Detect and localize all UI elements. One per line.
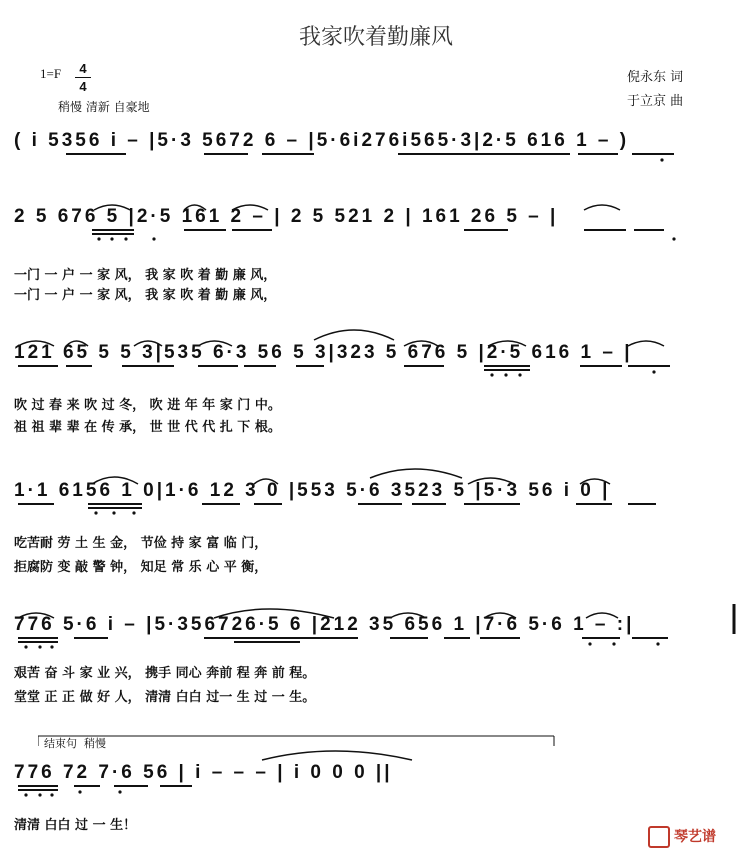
notation-line: 776 72 7·6 56 | i – – – | i 0 0 0 || [14, 762, 393, 783]
score-system-4 [14, 480, 738, 576]
key-signature: 1=F [40, 66, 62, 81]
rhythm-marks [14, 130, 738, 170]
score-system-3 [14, 342, 738, 438]
lyricist-credit: 倪永东 词 [627, 70, 684, 85]
composer-credit: 于立京 曲 [627, 94, 684, 109]
watermark-logo [648, 826, 748, 852]
rhythm-marks [14, 480, 738, 520]
rhythm-marks [14, 614, 738, 654]
lyric-line-1: 艰苦 奋 斗 家 业 兴， 携手 同心 奔前 程 奔 前 程。 [14, 666, 316, 681]
time-signature [75, 60, 91, 95]
rhythm-marks [14, 206, 738, 246]
lyric-line-2: 堂堂 正 正 做 好 人， 清清 白白 过一 生 过 一 生。 [14, 690, 316, 705]
lyric-line-2: 一门 一 户 一 家 风， 我 家 吹 着 勤 廉 风， [14, 288, 277, 303]
notation-line: ( i 5356 i – |5·3 5672 6 – |5·6i276i565·3|2·5 616 1 – ) [14, 130, 630, 151]
notation-line: 2 5 676 5 |2·5 161 2 – | 2 5 521 2 | 161 26 5 – | [14, 206, 559, 227]
score-system-1 [14, 130, 738, 170]
notation-line: 121 65 5 5 3|535 6·3 56 5 3|323 5 676 5 |2·5 616 1 – | [14, 342, 633, 363]
lyric-line-1: 吹 过 春 来 吹 过 冬， 吹 进 年 年 家 门 中。 [14, 398, 281, 413]
volta-bracket [38, 734, 558, 748]
score-system-6 [14, 762, 738, 838]
score-system-2 [14, 206, 738, 302]
volta-label: 结束句 稍慢 [44, 737, 106, 750]
volta-line [38, 734, 558, 748]
notation-line: 776 5·6 i – |5·356726·5 6 |212 35 656 1 |7·6 5·6 1 – :| [14, 614, 635, 635]
time-signature-top: 4 [79, 61, 87, 76]
rhythm-marks [14, 762, 738, 802]
lyric-line-2: 祖 祖 辈 辈 在 传 承， 世 世 代 代 扎 下 根。 [14, 420, 281, 435]
lyric-line-1: 一门 一 户 一 家 风， 我 家 吹 着 勤 廉 风， [14, 268, 277, 283]
tempo-marking: 稍慢 清新 自豪地 [58, 100, 150, 114]
lyric-line-1: 吃苦耐 劳 土 生 金， 节俭 持 家 富 临 门， [14, 536, 268, 551]
song-title: 我家吹着勤廉风 [298, 25, 453, 50]
time-signature-bottom: 4 [79, 79, 87, 94]
lyric-line-1: 清清 白白 过 一 生！ [14, 818, 137, 833]
watermark-text: 琴艺谱 [674, 829, 716, 845]
rhythm-marks [14, 342, 738, 382]
lyric-line-2: 拒腐防 变 敲 警 钟， 知足 常 乐 心 平 衡， [14, 560, 268, 575]
logo-icon [648, 826, 670, 848]
score-system-5 [14, 614, 738, 710]
notation-line: 1·1 6156 1 0|1·6 12 3 0 |553 5·6 3523 5 |5·3 56 i 0 | [14, 480, 611, 501]
